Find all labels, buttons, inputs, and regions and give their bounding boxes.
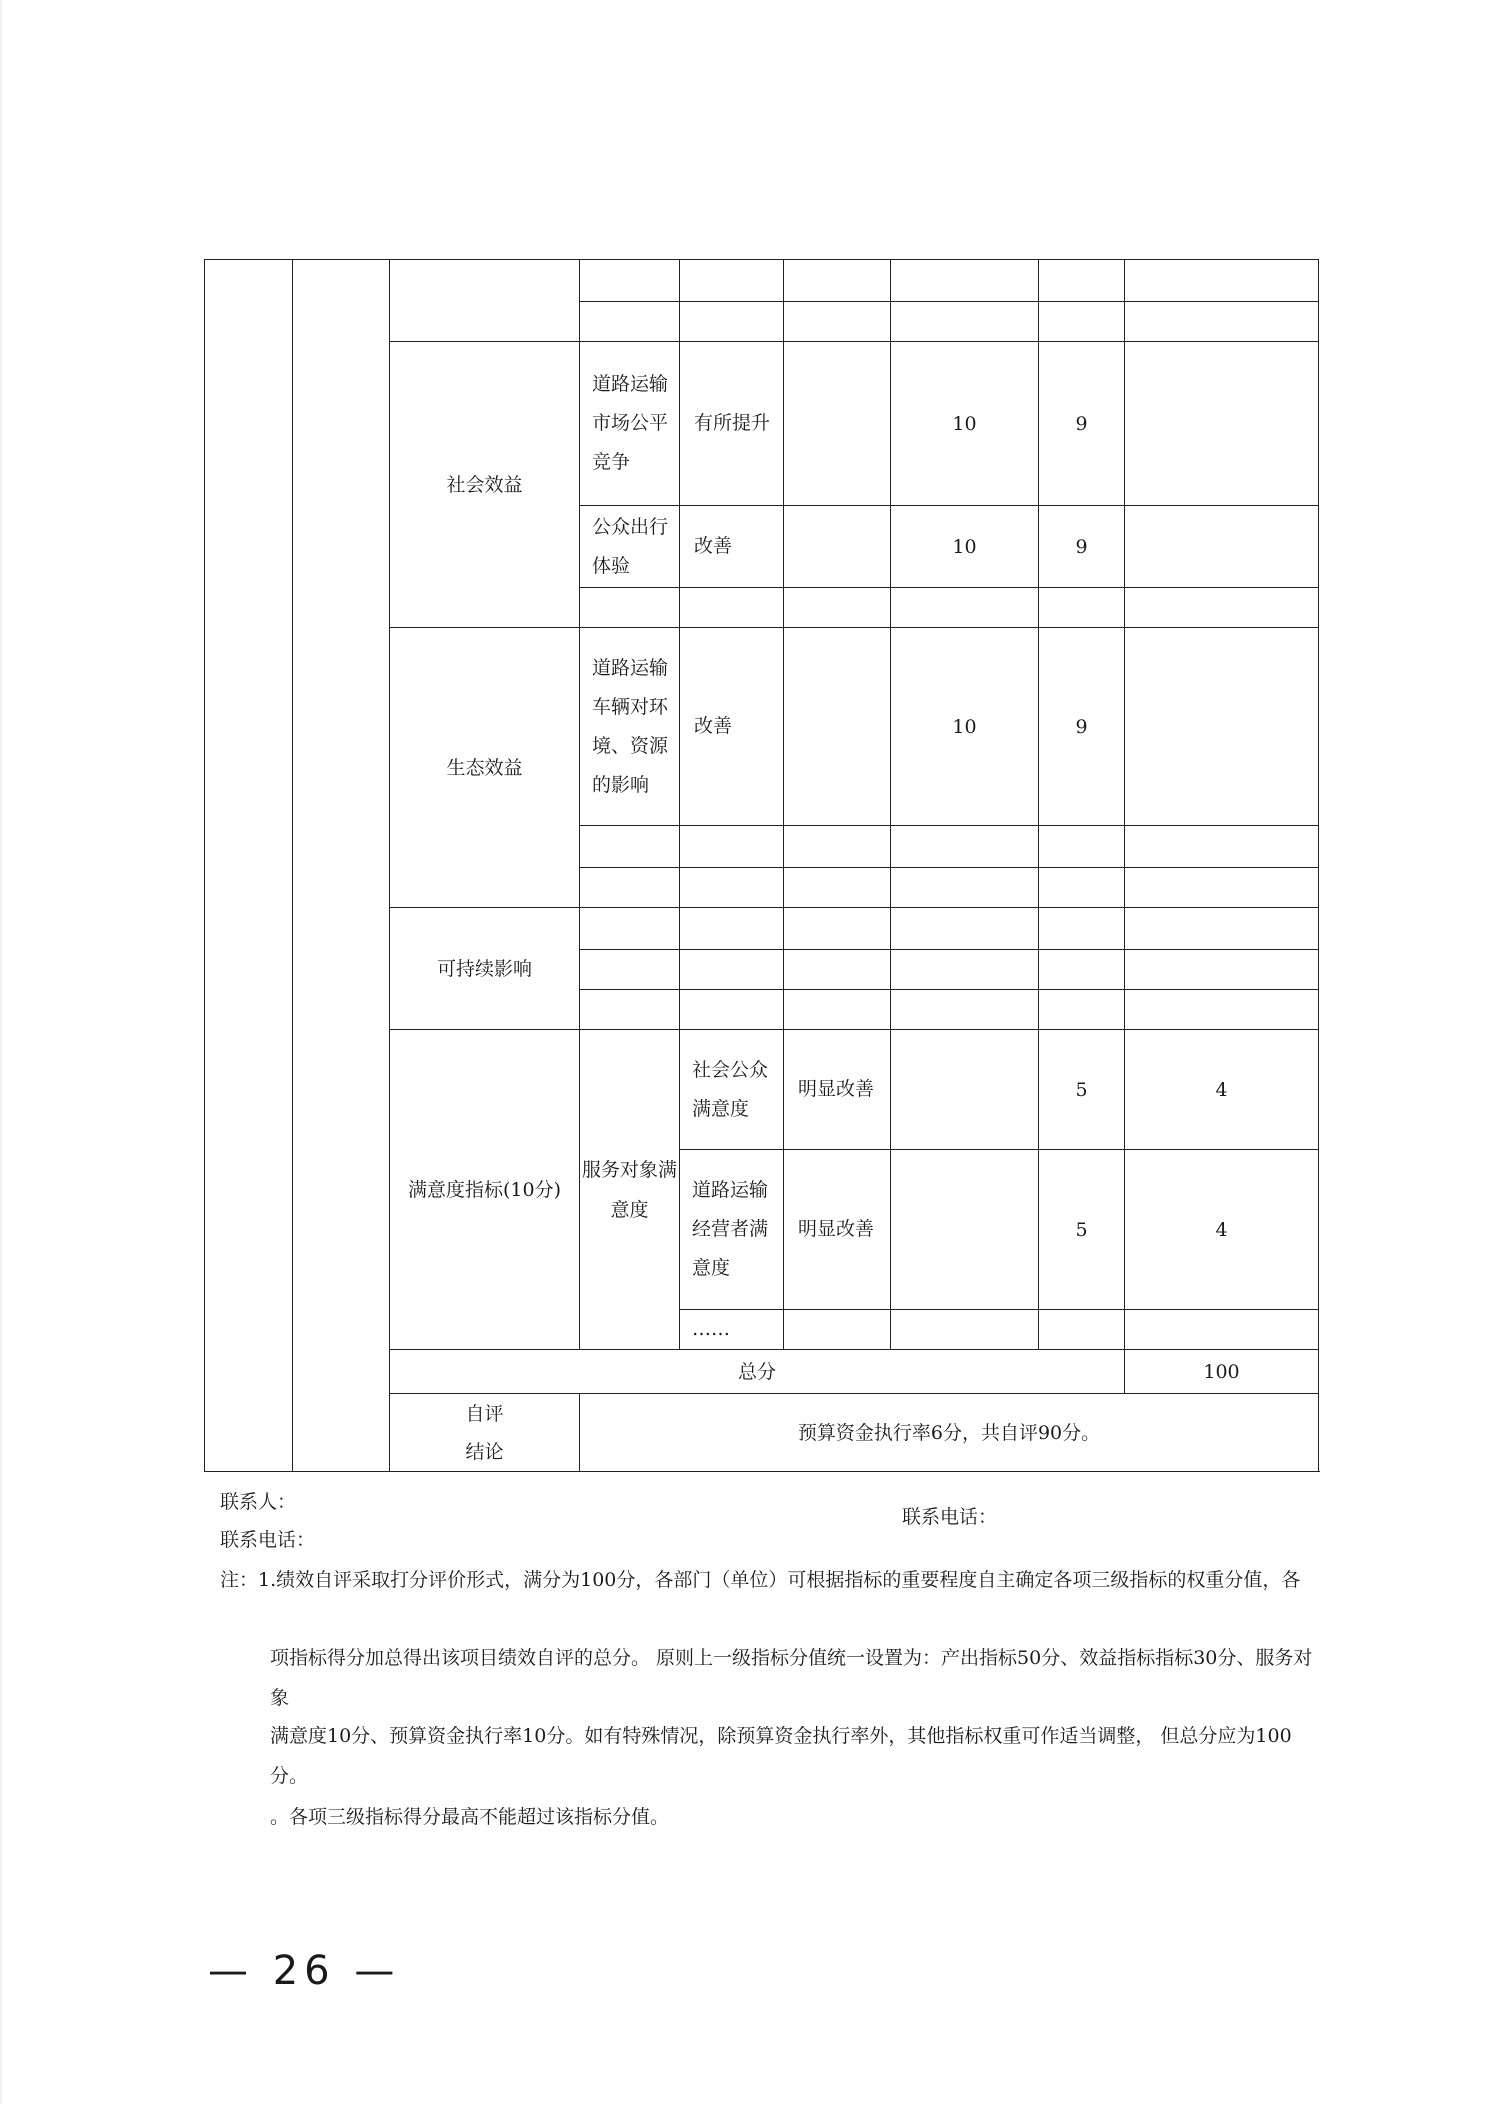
indicator-target: 改善 — [680, 506, 784, 588]
indicator-self-score: 4 — [1125, 1030, 1319, 1150]
indicator-target: 改善 — [680, 628, 784, 826]
indicator-score: 10 — [891, 342, 1039, 506]
note-line-1: 注：1.绩效自评采取打分评价形式，满分为100分，各部门（单位）可根据指标的重要程度自主确定各项三级指标的权重分值，各 — [220, 1569, 1301, 1591]
contact-person: 联系人： — [220, 1491, 297, 1513]
total-label: 总分 — [390, 1350, 1125, 1394]
conclusion-label — [390, 1394, 580, 1472]
sustainable-impact-label: 可持续影响 — [390, 908, 580, 1030]
total-score: 100 — [1125, 1350, 1319, 1394]
ellipsis-cell: …… — [680, 1310, 784, 1350]
conclusion-text: 预算资金执行率6分，共自评90分。 — [580, 1394, 1319, 1472]
social-benefit-label: 社会效益 — [390, 342, 580, 628]
conclusion-label-line2: 结论 — [465, 1440, 504, 1463]
indicator-name: 道路运输车辆对环境、资源的影响 — [580, 628, 680, 826]
primary-indicator-cell — [205, 260, 293, 1472]
tertiary-category-cell — [390, 260, 580, 342]
indicator-name: 道路运输经营者满意度 — [680, 1150, 784, 1310]
table-row — [205, 260, 1319, 302]
indicator-self-score: 9 — [1039, 506, 1125, 588]
page-number: — 26 — — [208, 1948, 401, 1994]
indicator-name: 道路运输市场公平竞争 — [580, 342, 680, 506]
contact-phone-right: 联系电话： — [902, 1506, 998, 1528]
contact-phone: 联系电话： — [220, 1529, 316, 1551]
performance-evaluation-table — [204, 259, 1319, 1472]
indicator-score: 10 — [891, 506, 1039, 588]
indicator-score: 10 — [891, 628, 1039, 826]
note-line-3: 满意度10分、预算资金执行率10分。如有特殊情况，除预算资金执行率外，其他指标权重可作适当调整， 但总分应为100分。 — [270, 1725, 1292, 1787]
note-line-4: 。各项三级指标得分最高不能超过该指标分值。 — [270, 1806, 670, 1828]
indicator-self-score: 9 — [1039, 628, 1125, 826]
conclusion-label-line1: 自评 — [465, 1402, 504, 1425]
indicator-name: 公众出行体验 — [580, 506, 680, 588]
indicator-self-score: 4 — [1125, 1150, 1319, 1310]
indicator-score: 5 — [1039, 1150, 1125, 1310]
note-line-2: 项指标得分加总得出该项目绩效自评的总分。 原则上一级指标分值统一设置为：产出指标50分、效益指标指标30分、服务对象 — [270, 1647, 1313, 1709]
service-satisfaction-label: 服务对象满意度 — [580, 1030, 680, 1350]
satisfaction-indicator-label: 满意度指标(10分) — [390, 1030, 580, 1350]
secondary-indicator-cell — [293, 260, 390, 1472]
indicator-target: 明显改善 — [784, 1150, 891, 1310]
indicator-name: 社会公众满意度 — [680, 1030, 784, 1150]
indicator-target: 明显改善 — [784, 1030, 891, 1150]
indicator-self-score: 9 — [1039, 342, 1125, 506]
indicator-target: 有所提升 — [680, 342, 784, 506]
ecological-benefit-label: 生态效益 — [390, 628, 580, 908]
indicator-score: 5 — [1039, 1030, 1125, 1150]
